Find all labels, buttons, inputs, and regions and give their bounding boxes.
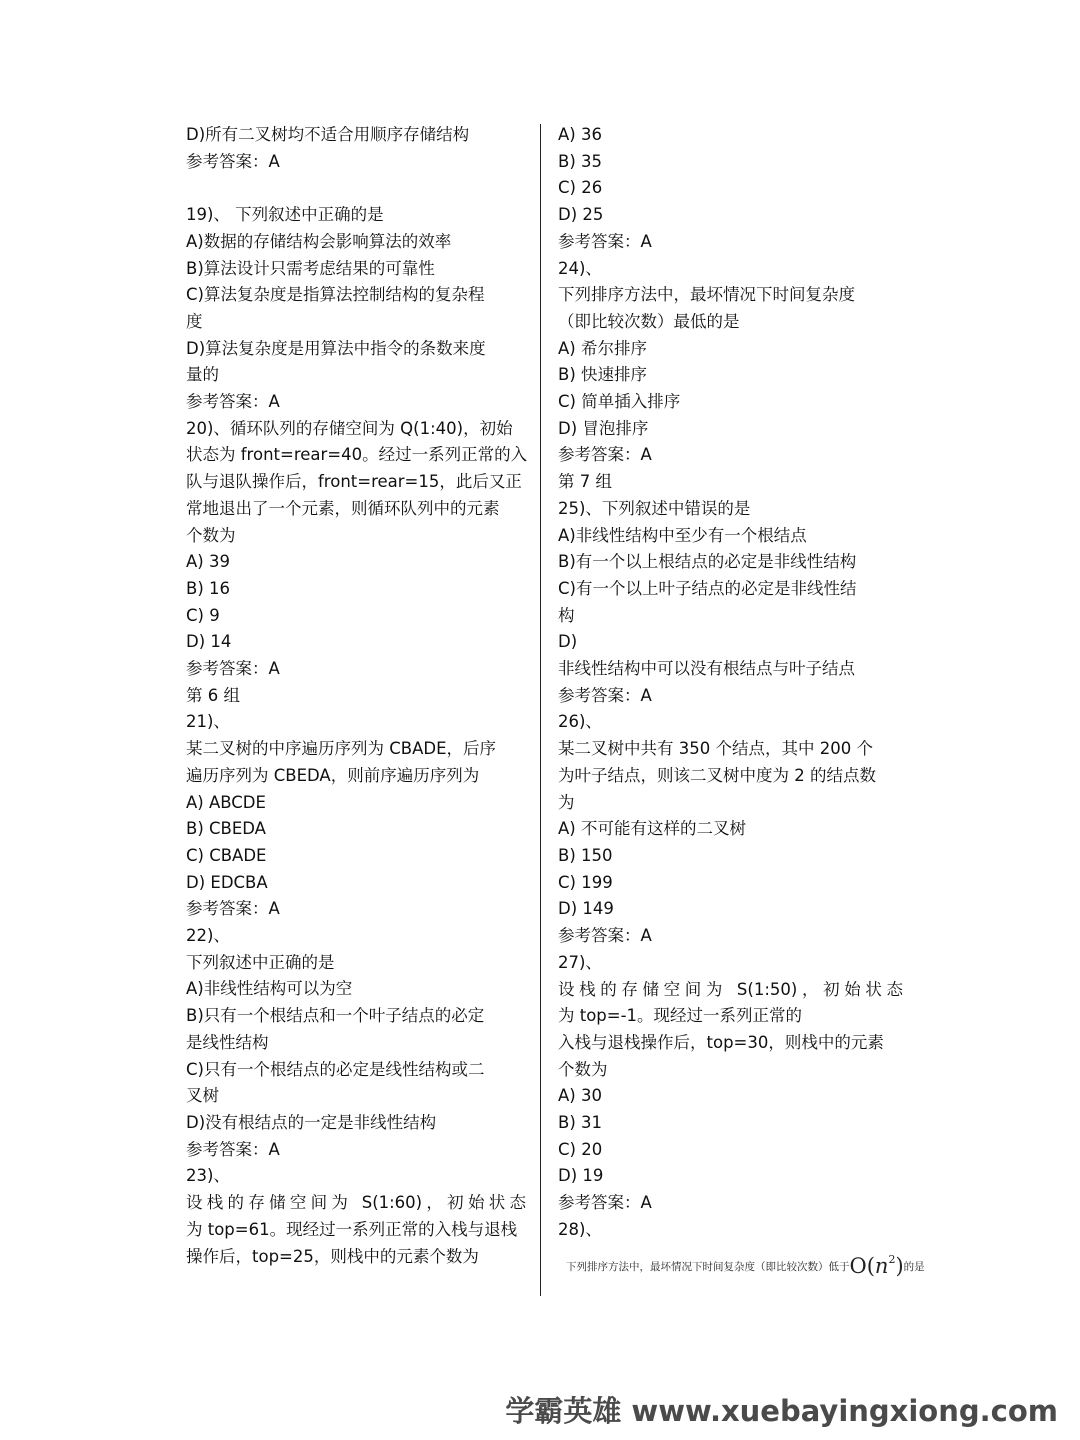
option-line: 是线性结构 — [186, 1032, 269, 1052]
option-line: B) 35 — [558, 151, 602, 171]
option-line: A) 36 — [558, 125, 602, 144]
question-line: 常地退出了一个元素，则循环队列中的元素 — [186, 498, 500, 518]
option-line: A) 30 — [558, 1086, 602, 1106]
option-line: 量的 — [186, 365, 219, 385]
option-line: A) 希尔排序 — [558, 338, 647, 358]
question-line: 为 — [558, 792, 575, 812]
text-line: D)所有二叉树均不适合用顺序存储结构 — [186, 125, 470, 144]
left-column — [186, 122, 526, 1270]
q28-question-image — [566, 1253, 925, 1278]
question-line: 状态为 front=rear=40。经过一系列正常的入 — [186, 445, 528, 465]
option-line: D) — [558, 632, 578, 652]
right-column — [558, 122, 903, 1244]
option-line: 叉树 — [186, 1086, 219, 1106]
option-line: D) 冒泡排序 — [558, 418, 649, 438]
question-line: 个数为 — [558, 1059, 608, 1079]
answer-line: 参考答案：A — [186, 899, 280, 919]
option-line: D) 19 — [558, 1166, 604, 1186]
option-line: C) 简单插入排序 — [558, 392, 681, 412]
option-line: C) 20 — [558, 1139, 603, 1159]
option-line: B) CBEDA — [186, 819, 266, 839]
answer-line: 参考答案：A — [558, 1193, 652, 1213]
group-heading: 第 7 组 — [558, 472, 612, 492]
option-line: 构 — [558, 605, 575, 625]
option-line: A)数据的存储结构会影响算法的效率 — [186, 231, 452, 251]
question-line: 19)、 下列叙述中正确的是 — [186, 205, 384, 225]
option-line: A) 不可能有这样的二叉树 — [558, 819, 746, 839]
column-divider — [540, 124, 541, 1296]
question-number: 22)、 — [186, 926, 230, 946]
question-line: 为 top=61。现经过一系列正常的入栈与退栈 — [186, 1219, 518, 1239]
option-line: C) 26 — [558, 178, 603, 198]
answer-line: 参考答案：A — [186, 151, 280, 171]
q28-prefix: 下列排序方法中，最坏情况下时间复杂度（即比较次数）低于 — [566, 1261, 850, 1273]
answer-line: 参考答案：A — [186, 659, 280, 679]
big-o-symbol: O( — [849, 1254, 875, 1278]
option-line: B)只有一个根结点和一个叶子结点的必定 — [186, 1006, 485, 1026]
option-line: B) 150 — [558, 845, 613, 865]
option-line: B) 16 — [186, 578, 230, 598]
option-line: C) 199 — [558, 872, 613, 892]
option-line: B) 快速排序 — [558, 365, 648, 385]
question-number: 24)、 — [558, 258, 602, 278]
footer-watermark: 学霸英雄 www.xuebayingxiong.com — [505, 1394, 1058, 1428]
question-line: 为 top=-1。现经过一系列正常的 — [558, 1006, 803, 1026]
option-line: C)有一个以上叶子结点的必定是非线性结 — [558, 578, 857, 598]
question-line: 某二叉树的中序遍历序列为 CBADE，后序 — [186, 739, 497, 759]
question-number: 26)、 — [558, 712, 602, 732]
question-line: 遍历序列为 CBEDA，则前序遍历序列为 — [186, 765, 480, 785]
option-line: C) CBADE — [186, 845, 267, 865]
answer-line: 参考答案：A — [558, 445, 652, 465]
question-line: 入栈与退栈操作后，top=30，则栈中的元素 — [558, 1032, 884, 1052]
option-line: D) EDCBA — [186, 872, 268, 892]
question-line: 操作后，top=25，则栈中的元素个数为 — [186, 1246, 479, 1266]
option-line: B) 31 — [558, 1113, 602, 1133]
answer-line: 参考答案：A — [186, 392, 280, 412]
group-heading: 第 6 组 — [186, 685, 240, 705]
option-line: D)算法复杂度是用算法中指令的条数来度 — [186, 338, 486, 358]
question-line: 设栈的存储空间为 S(1:50)，初始状态 — [558, 979, 903, 999]
question-number: 21)、 — [186, 712, 230, 732]
option-line: A)非线性结构可以为空 — [186, 979, 353, 999]
question-line: 20)、循环队列的存储空间为 Q(1:40)，初始 — [186, 418, 513, 438]
option-line: D) 14 — [186, 632, 232, 652]
answer-line: 参考答案：A — [558, 231, 652, 251]
q28-suffix: 的是 — [903, 1261, 925, 1273]
option-line: B)算法设计只需考虑结果的可靠性 — [186, 258, 435, 278]
big-o-formula — [850, 1254, 904, 1278]
option-line: C)只有一个根结点的必定是线性结构或二 — [186, 1059, 485, 1079]
question-number: 28)、 — [558, 1219, 602, 1239]
option-line: D)没有根结点的一定是非线性结构 — [186, 1113, 437, 1132]
formula-exponent: 2 — [888, 1253, 896, 1266]
option-line: B)有一个以上根结点的必定是非线性结构 — [558, 552, 857, 572]
option-line: C)算法复杂度是指算法控制结构的复杂程 — [186, 285, 485, 305]
option-line: A) 39 — [186, 552, 230, 572]
option-line: 度 — [186, 311, 203, 331]
question-line: 为叶子结点，则该二叉树中度为 2 的结点数 — [558, 765, 876, 785]
question-line: 下列排序方法中，最坏情况下时间复杂度 — [558, 285, 855, 305]
question-line: 个数为 — [186, 525, 236, 545]
question-line: 队与退队操作后，front=rear=15，此后又正 — [186, 472, 522, 492]
option-line: D) 25 — [558, 205, 604, 225]
option-line: C) 9 — [186, 605, 220, 625]
option-line: 非线性结构中可以没有根结点与叶子结点 — [558, 659, 855, 679]
question-number: 23)、 — [186, 1166, 230, 1186]
question-line: 设栈的存储空间为 S(1:60)，初始状态 — [186, 1193, 526, 1213]
formula-n: n — [874, 1254, 889, 1278]
formula-close: ) — [895, 1254, 904, 1278]
question-line: （即比较次数）最低的是 — [558, 311, 740, 331]
question-line: 下列叙述中正确的是 — [186, 952, 335, 972]
answer-line: 参考答案：A — [558, 685, 652, 705]
question-line: 某二叉树中共有 350 个结点，其中 200 个 — [558, 739, 873, 759]
answer-line: 参考答案：A — [558, 926, 652, 946]
option-line: A) ABCDE — [186, 792, 266, 812]
blank-line — [186, 175, 526, 202]
option-line: A)非线性结构中至少有一个根结点 — [558, 525, 807, 545]
question-line: 25)、下列叙述中错误的是 — [558, 498, 751, 518]
question-number: 27)、 — [558, 952, 602, 972]
option-line: D) 149 — [558, 899, 614, 919]
answer-line: 参考答案：A — [186, 1139, 280, 1159]
